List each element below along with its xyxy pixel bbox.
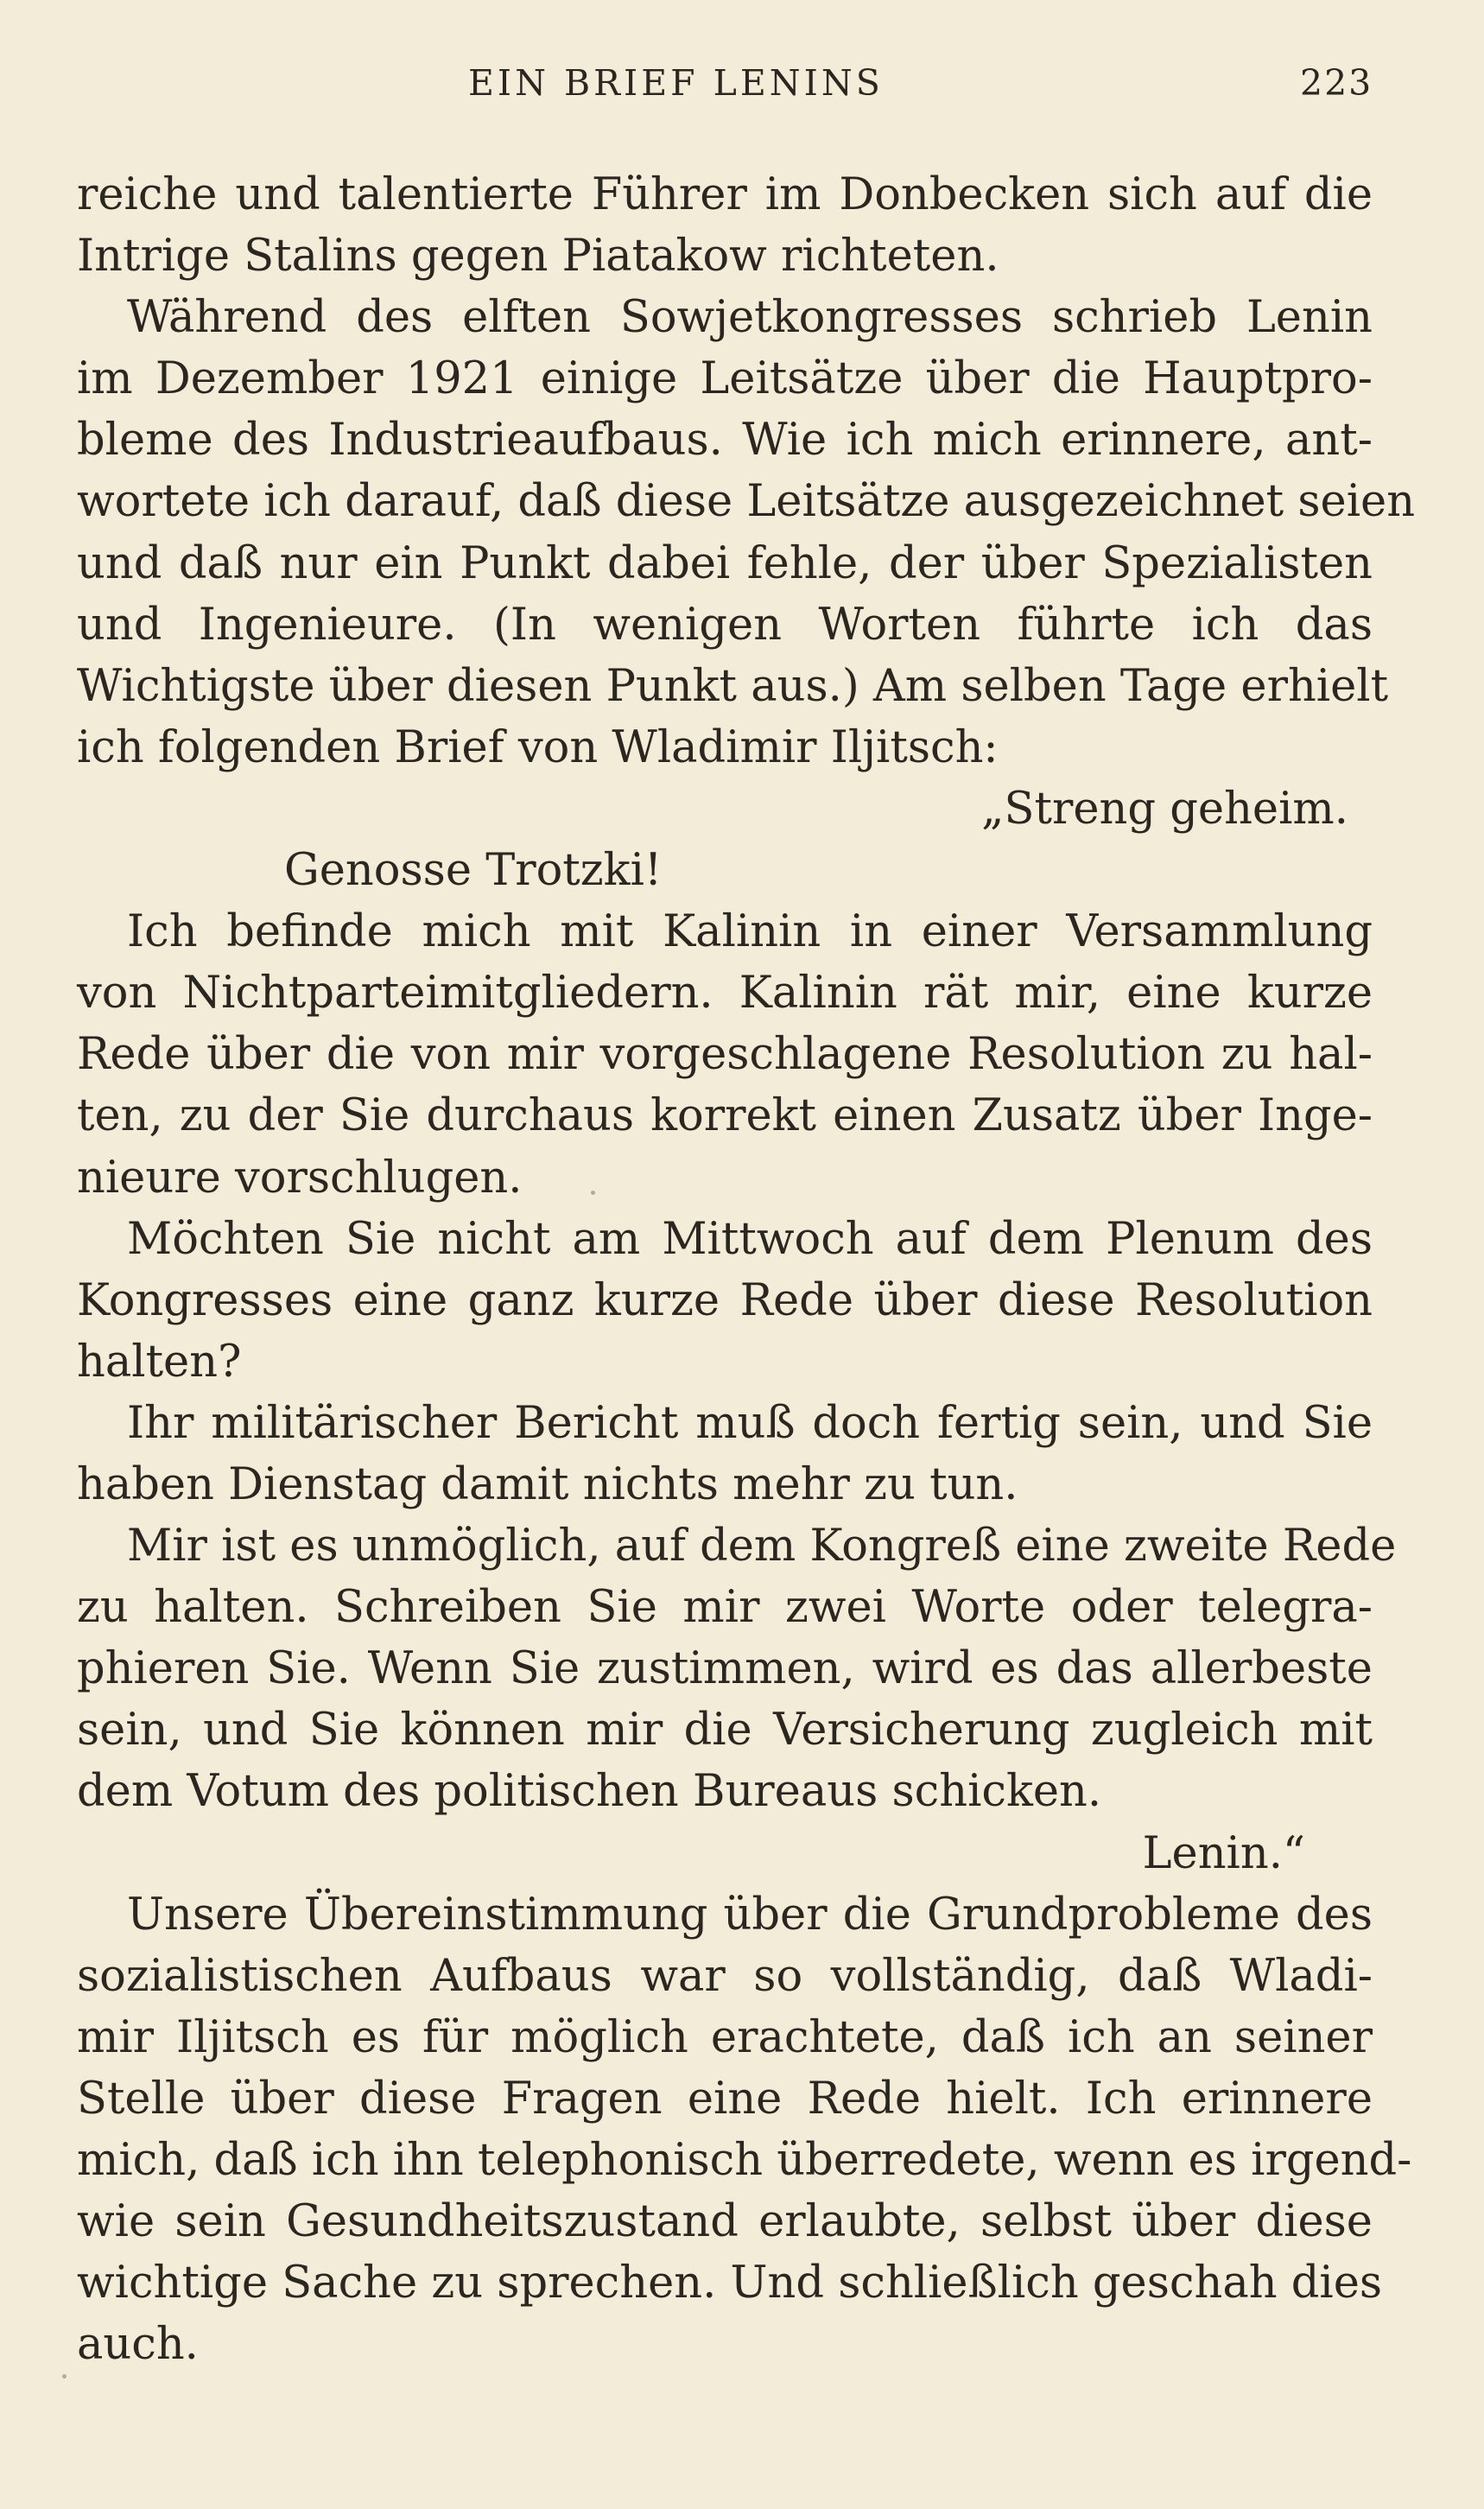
- text-line: Mir ist es unmöglich, auf dem Kongreß eine zweite Rede: [127, 1521, 1397, 1572]
- text-line: wie sein Gesundheitszustand erlaubte, selbst über diese: [77, 2196, 1373, 2248]
- text-line: nieure vorschlugen.: [77, 1152, 523, 1204]
- text-line: bleme des Industrieaufbaus. Wie ich mich erinnere, ant-: [77, 415, 1373, 467]
- text-line: halten?: [77, 1336, 242, 1388]
- text-line: sein, und Sie können mir die Versicherung zugleich mit: [77, 1705, 1373, 1756]
- page-number: 223: [1300, 62, 1373, 104]
- paper-speck: [591, 1191, 595, 1195]
- letter-signature: Lenin.“: [1142, 1827, 1305, 1879]
- letter-classification: „Streng geheim.: [981, 783, 1348, 835]
- text-line: im Dezember 1921 einige Leitsätze über die Hauptpro-: [77, 353, 1373, 405]
- text-line: zu halten. Schreiben Sie mir zwei Worte oder telegra-: [77, 1582, 1373, 1634]
- text-line: Während des elften Sowjetkongresses schrieb Lenin: [127, 292, 1373, 344]
- text-line: Kongresses eine ganz kurze Rede über diese Resolution: [77, 1274, 1373, 1326]
- text-line: und Ingenieure. (In wenigen Worten führte ich das: [77, 599, 1373, 651]
- text-line: phieren Sie. Wenn Sie zustimmen, wird es das allerbeste: [77, 1643, 1373, 1695]
- text-line: Möchten Sie nicht am Mittwoch auf dem Plenum des: [127, 1213, 1373, 1265]
- text-line: Stelle über diese Fragen eine Rede hielt. Ich erinnere: [77, 2073, 1373, 2125]
- text-line: Wichtigste über diesen Punkt aus.) Am selben Tage erhielt: [77, 660, 1389, 712]
- running-head-title: EIN BRIEF LENINS: [468, 62, 884, 104]
- text-line: Rede über die von mir vorgeschlagene Resolution zu hal-: [77, 1029, 1373, 1081]
- text-line: von Nichtparteimitgliedern. Kalinin rät mir, eine kurze: [77, 968, 1373, 1019]
- text-line: Intrige Stalins gegen Piatakow richteten.: [77, 231, 999, 283]
- text-line: reiche und talentierte Führer im Donbecken sich auf die: [77, 169, 1373, 220]
- text-line: mich, daß ich ihn telephonisch überredete, wenn es irgend-: [77, 2135, 1412, 2186]
- text-line: auch.: [77, 2319, 199, 2371]
- text-line: Ihr militärischer Bericht muß doch fertig sein, und Sie: [127, 1397, 1373, 1449]
- text-line: Unsere Übereinstimmung über die Grundprobleme des: [127, 1889, 1373, 1941]
- text-line: und daß nur ein Punkt dabei fehle, der über Spezialisten: [77, 537, 1373, 589]
- running-head: [0, 62, 1484, 114]
- text-line: haben Dienstag damit nichts mehr zu tun.: [77, 1458, 1018, 1510]
- paper-speck: [62, 2374, 67, 2379]
- text-line: sozialistischen Aufbaus war so vollständig, daß Wladi-: [77, 1950, 1373, 2002]
- text-line: ich folgenden Brief von Wladimir Iljitsch:: [77, 721, 999, 773]
- text-line: Ich befinde mich mit Kalinin in einer Versammlung: [127, 906, 1373, 958]
- body-text: [77, 164, 1416, 2375]
- text-line: ten, zu der Sie durchaus korrekt einen Zusatz über Inge-: [77, 1090, 1373, 1142]
- letter-salutation: Genosse Trotzki!: [284, 845, 663, 897]
- text-line: mir Iljitsch es für möglich erachtete, daß ich an seiner: [77, 2011, 1373, 2063]
- text-line: wichtige Sache zu sprechen. Und schließlich geschah dies: [77, 2258, 1383, 2309]
- text-line: wortete ich darauf, daß diese Leitsätze ausgezeichnet seien: [77, 476, 1416, 528]
- text-line: dem Votum des politischen Bureaus schicken.: [77, 1766, 1102, 1818]
